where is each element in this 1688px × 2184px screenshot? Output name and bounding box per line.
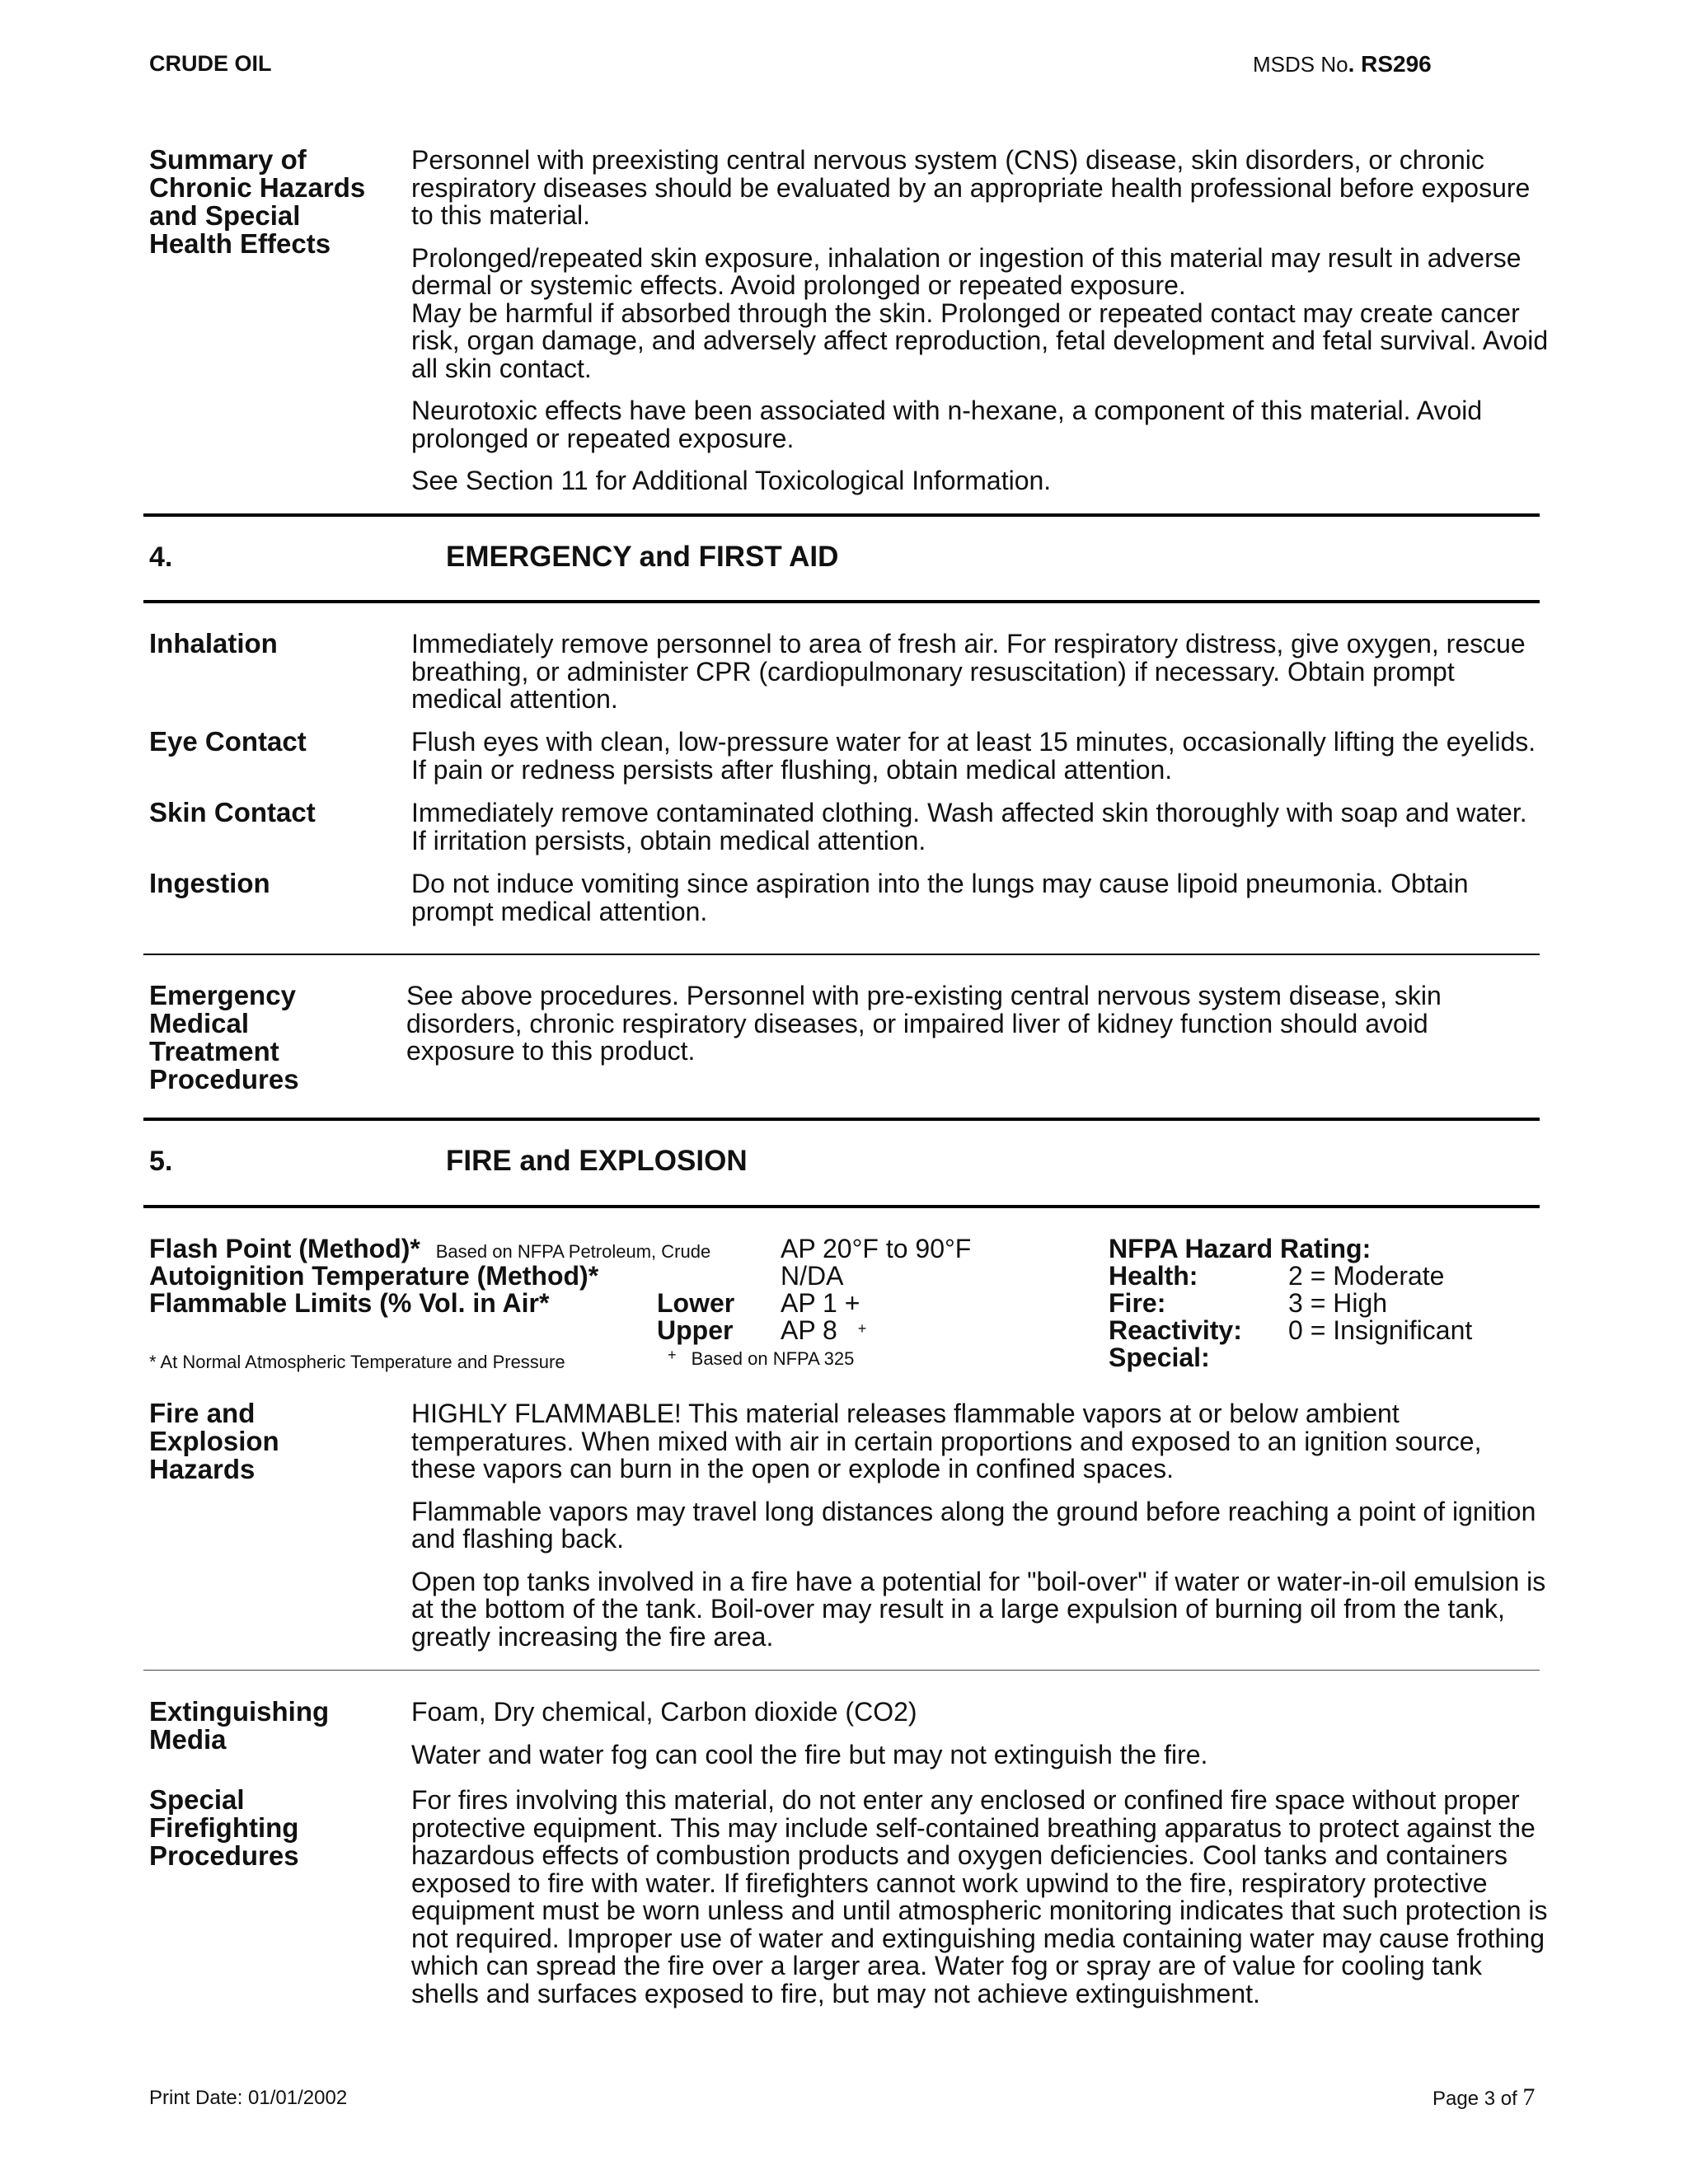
page-total: 7: [1522, 2083, 1536, 2111]
skin-contact-text: Immediately remove contaminated clothing. Wash affected skin thoroughly with soap and water. If irritation persists, obtain medical attention.: [411, 798, 1527, 855]
msds-number: [1253, 51, 1432, 77]
firefighting-text: For fires involving this material, do not enter any enclosed or confined fire space without proper protective equipment. This may include self-contained breathing apparatus to protect against the hazardous effects of combustion products and oxygen deficiencies. Cool tanks and containers exposed to fire with water. If firefighters cannot work upwind to the fire, respiratory protective equipment must be worn unless and until atmospheric monitoring indicates that such protection is not required. Improper use of water and extinguishing media containing water may cause frothing which can spread the fire over a larger area. Water fog or spray are of value for cooling tank shells and surfaces exposed to fire, but may not achieve extinguishment.: [411, 1785, 1548, 2008]
nfpa-health-value: 2 = Moderate: [1288, 1261, 1445, 1291]
nfpa-reactivity-label: Reactivity:: [1109, 1315, 1242, 1345]
section-divider: [143, 1205, 1540, 1208]
upper-value-row: [781, 1316, 866, 1344]
section-divider: [143, 513, 1540, 517]
section-divider: [143, 1118, 1540, 1121]
section-5-number: 5.: [149, 1146, 173, 1177]
nfpa-reactivity-value: 0 = Insignificant: [1288, 1315, 1473, 1345]
flash-point-value: AP 20°F to 90°F: [781, 1234, 972, 1263]
footnote-plus: [668, 1348, 854, 1370]
chronic-para-5: See Section 11 for Additional Toxicological Information.: [411, 466, 1052, 495]
autoignition-label: Autoignition Temperature (Method)*: [149, 1261, 599, 1291]
eye-contact-label: Eye Contact: [149, 726, 307, 757]
fire-hazards-para-2: Flammable vapors may travel long distances along the ground before reaching a point of ignition and flashing back.: [411, 1496, 1536, 1554]
section-divider: [143, 1670, 1540, 1671]
section-4-title: EMERGENCY and FIRST AID: [446, 541, 839, 573]
extinguishing-para-2: Water and water fog can cool the fire but may not extinguish the fire.: [411, 1739, 1208, 1769]
ingestion-text: Do not induce vomiting since aspiration into the lungs may cause lipoid pneumonia. Obtain prompt medical attention.: [411, 869, 1469, 926]
skin-contact-label: Skin Contact: [149, 797, 316, 827]
print-date: Print Date: 01/01/2002: [149, 2087, 348, 2109]
fire-hazards-para-1: HIGHLY FLAMMABLE! This material releases flammable vapors at or below ambient temperatures. When mixed with air in certain proportions and exposed to an ignition source, these vapors can burn in the open or explode in confined spaces.: [411, 1399, 1482, 1483]
flash-point-label: Flash Point (Method)*: [149, 1234, 420, 1263]
section-5-title: FIRE and EXPLOSION: [446, 1145, 748, 1177]
extinguishing-label: Extinguishing Media: [149, 1696, 330, 1755]
section-divider: [143, 954, 1540, 955]
upper-label: Upper: [657, 1315, 734, 1345]
product-name: CRUDE OIL: [149, 51, 272, 76]
upper-footnote-mark: +: [857, 1320, 867, 1337]
footnote-star: * At Normal Atmospheric Temperature and Pressure: [149, 1352, 565, 1372]
upper-value: AP 8: [781, 1315, 837, 1345]
chronic-para-3: May be harmful if absorbed through the skin. Prolonged or repeated contact may create cancer risk, organ damage, and adversely affect reproduction, fetal development and fetal survival. Avoid all skin contact.: [411, 298, 1549, 383]
msds-code: . RS296: [1348, 51, 1432, 77]
page-number: [1432, 2083, 1535, 2111]
lower-label: Lower: [657, 1288, 735, 1318]
autoignition-value: N/DA: [781, 1261, 844, 1291]
inhalation-text: Immediately remove personnel to area of fresh air. For respiratory distress, give oxygen, rescue breathing, or administer CPR (cardiopulmonary resuscitation) if necessary. Obtain prompt medical attention.: [411, 629, 1526, 714]
extinguishing-para-1: Foam, Dry chemical, Carbon dioxide (CO2): [411, 1697, 917, 1727]
firefighting-label: Special Firefighting Procedures: [149, 1784, 299, 1871]
chronic-para-4: Neurotoxic effects have been associated with n-hexane, a component of this material. Avoid prolonged or repeated exposure.: [411, 396, 1483, 453]
flammable-limits-label: Flammable Limits (% Vol. in Air*: [149, 1288, 550, 1318]
ingestion-label: Ingestion: [149, 868, 270, 898]
extinguishing-text: [411, 1699, 1549, 1783]
emergency-treatment-text: See above procedures. Personnel with pre-existing central nervous system disease, skin disorders, chronic respiratory diseases, or impaired liver of kidney function should avoid exposure to this product.: [406, 981, 1442, 1066]
fire-hazards-label: Fire and Explosion Hazards: [149, 1398, 279, 1484]
section-4-number: 4.: [149, 541, 173, 573]
chronic-hazards-text: [411, 147, 1549, 510]
nfpa-health-label: Health:: [1109, 1261, 1198, 1291]
msds-prefix: MSDS No: [1253, 52, 1348, 77]
fire-hazards-para-3: Open top tanks involved in a fire have a potential for "boil-over" if water or water-in-oil emulsion is at the bottom of the tank. Boil-over may result in a large expulsion of burning oil from the tank, greatly increasing the fire area.: [411, 1566, 1546, 1652]
chronic-para-1: Personnel with preexisting central nervous system (CNS) disease, skin disorders, or chronic respiratory diseases should be evaluated by an appropriate health professional before exposure to this material.: [411, 145, 1531, 230]
chronic-para-2: Prolonged/repeated skin exposure, inhalation or ingestion of this material may result in adverse dermal or systemic effects. Avoid prolonged or repeated exposure.: [411, 242, 1522, 300]
nfpa-special-label: Special:: [1109, 1343, 1210, 1372]
flash-point-note: Based on NFPA Petroleum, Crude: [435, 1241, 711, 1262]
nfpa-title: NFPA Hazard Rating:: [1109, 1234, 1372, 1263]
footnote-plus-text: Based on NFPA 325: [691, 1348, 855, 1369]
lower-value: AP 1 +: [781, 1288, 860, 1318]
footnote-plus-mark: +: [668, 1347, 677, 1363]
emergency-treatment-label: Emergency Medical Treatment Procedures: [149, 980, 299, 1094]
fire-hazards-text: [411, 1400, 1549, 1666]
nfpa-fire-value: 3 = High: [1288, 1288, 1388, 1318]
eye-contact-text: Flush eyes with clean, low-pressure water for at least 15 minutes, occasionally lifting the eyelids. If pain or redness persists after flushing, obtain medical attention.: [411, 727, 1536, 785]
page-prefix: Page 3 of: [1432, 2088, 1517, 2110]
section-divider: [143, 600, 1540, 603]
nfpa-fire-label: Fire:: [1109, 1288, 1166, 1318]
chronic-hazards-label: Summary of Chronic Hazards and Special Health Effects: [149, 144, 366, 259]
inhalation-label: Inhalation: [149, 628, 278, 658]
